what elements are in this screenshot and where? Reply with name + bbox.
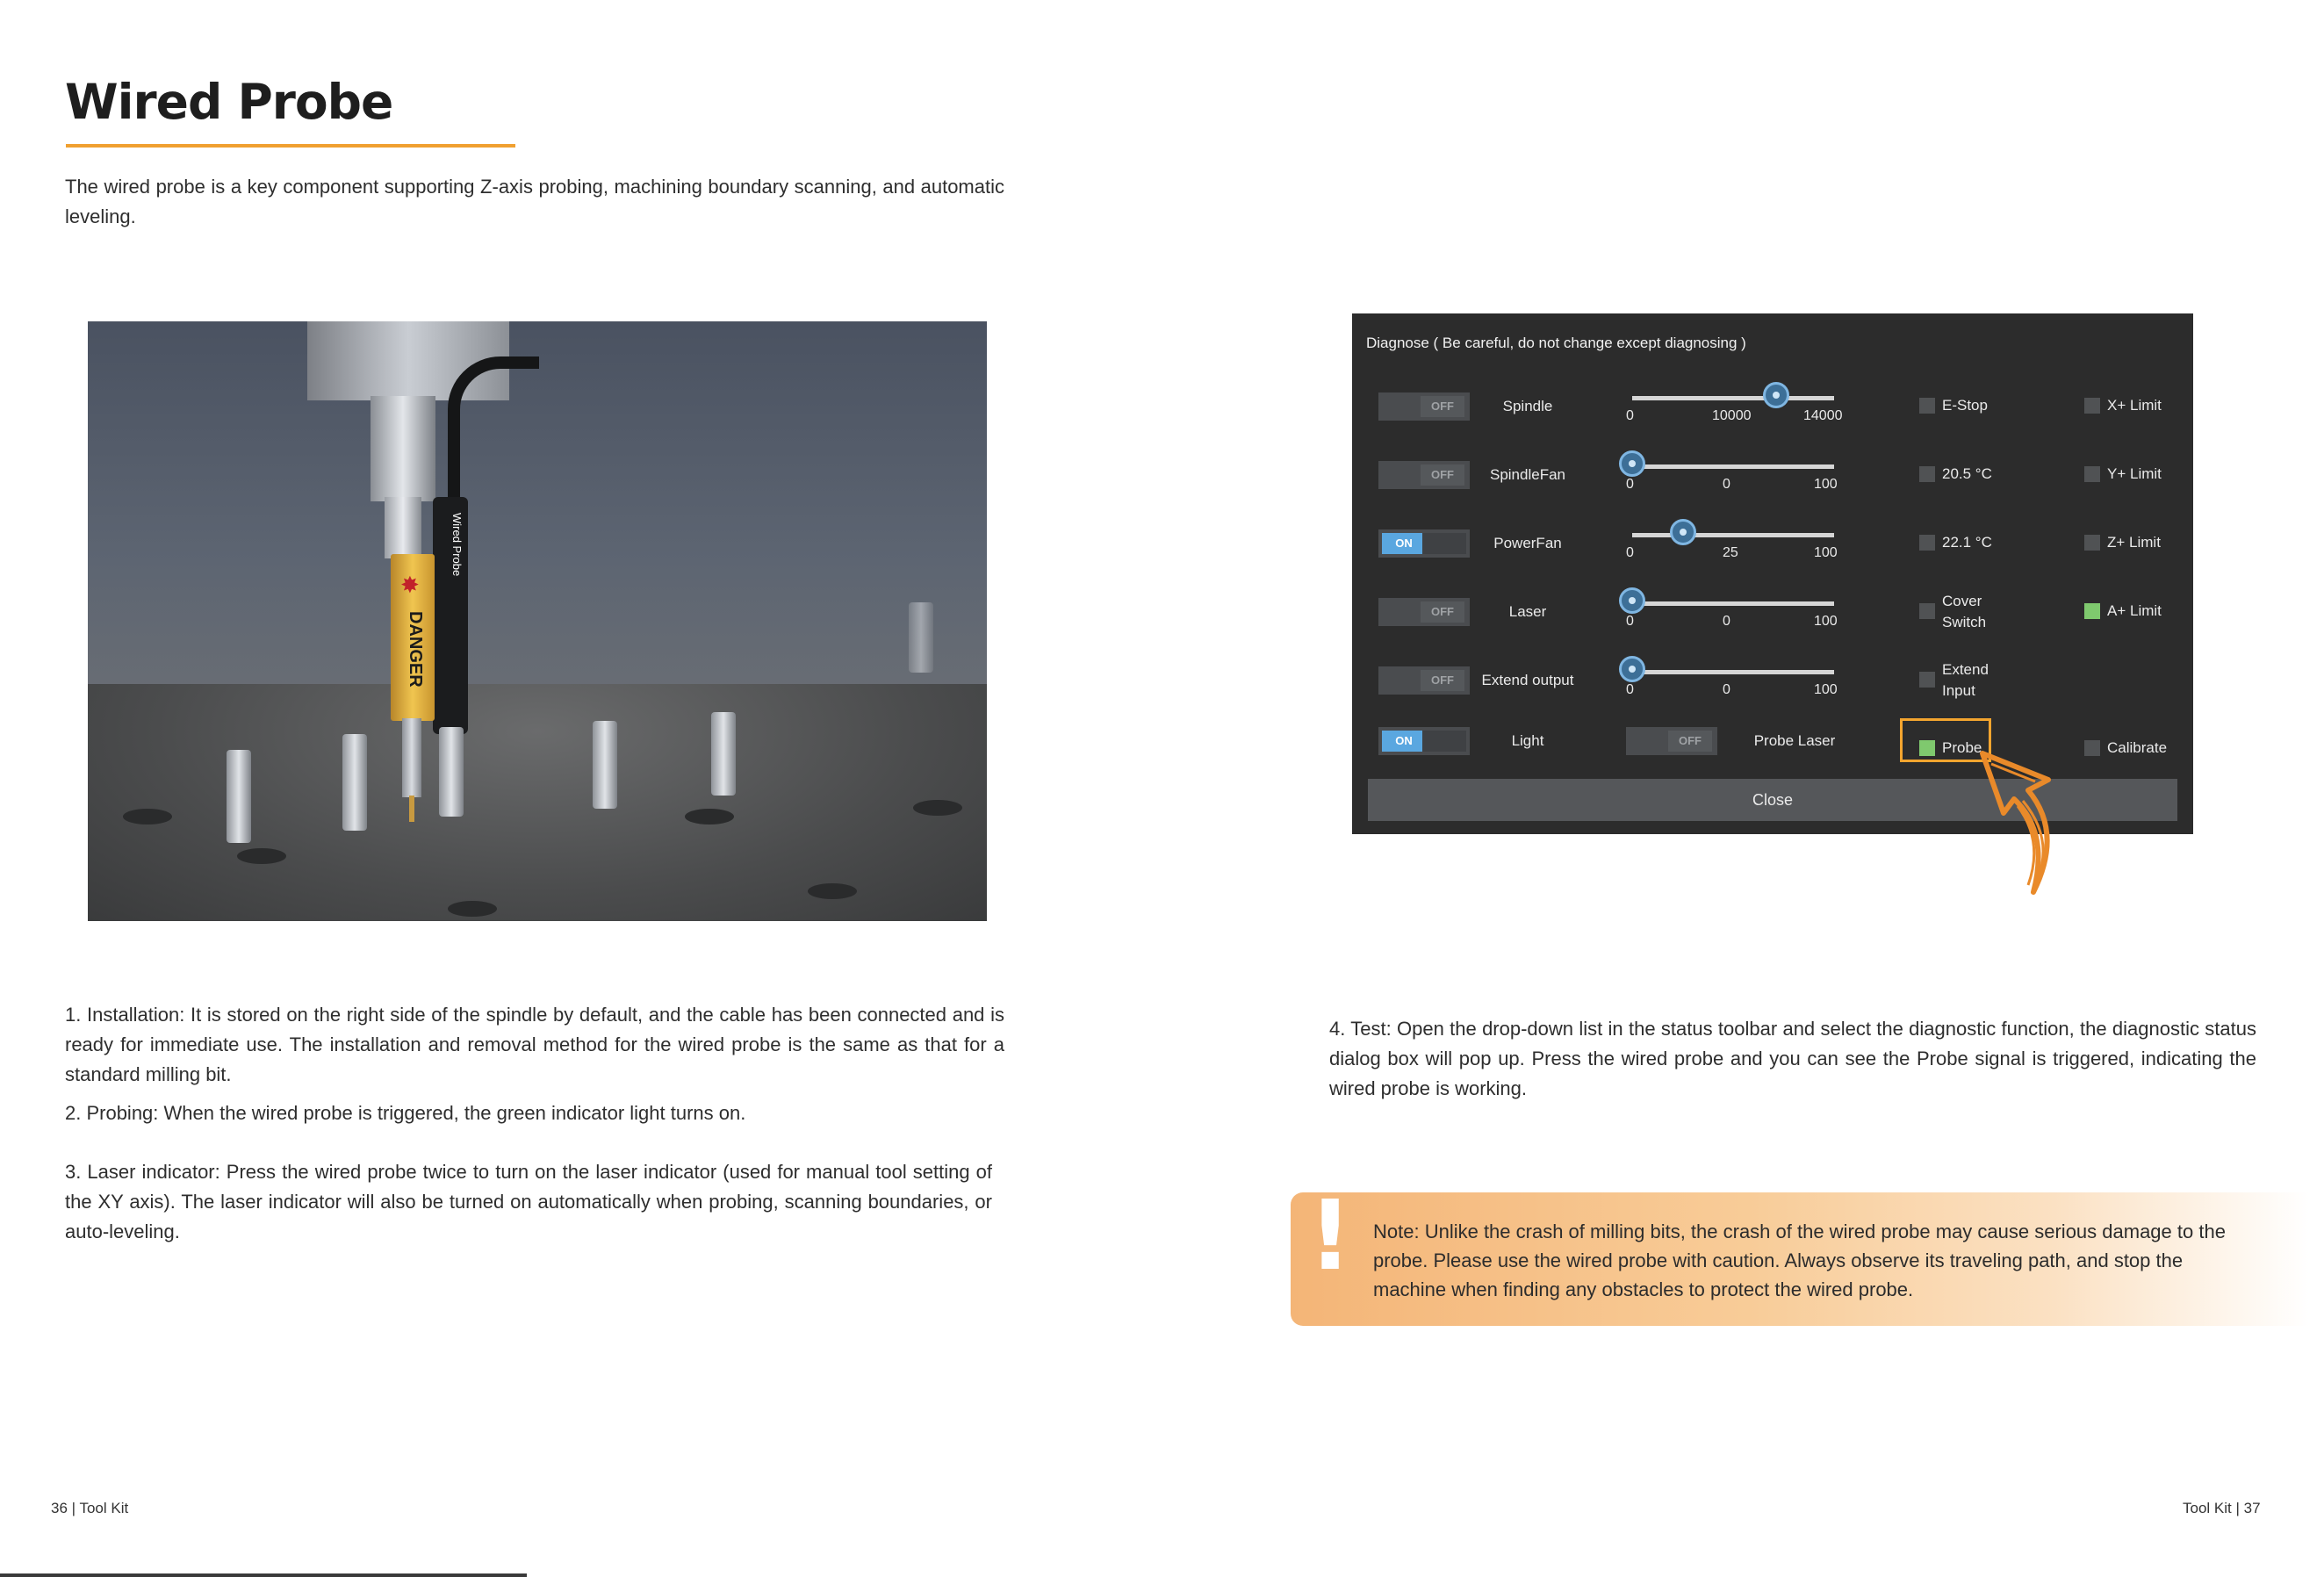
slider-max: 100 xyxy=(1814,545,1838,560)
slider-min: 0 xyxy=(1626,682,1634,697)
row-slider[interactable] xyxy=(1617,521,1854,565)
spindle xyxy=(371,396,435,501)
wired-probe-photo xyxy=(88,321,987,921)
row-label: SpindleFan xyxy=(1489,466,1565,483)
status-checkbox[interactable] xyxy=(1919,672,1935,688)
pointer-arrow-icon xyxy=(1965,745,2070,903)
row-label: PowerFan xyxy=(1493,535,1562,551)
collet xyxy=(385,497,421,558)
tool-pin xyxy=(439,727,464,817)
tool-pin xyxy=(342,734,367,831)
light-toggle[interactable]: ON xyxy=(1378,727,1470,755)
slider-max: 14000 xyxy=(1803,408,1843,423)
limit-label: Y+ Limit xyxy=(2107,465,2162,482)
title-underline xyxy=(66,144,515,148)
slider-value: 0 xyxy=(1723,477,1730,492)
status-label: Cover xyxy=(1942,593,1982,609)
row-toggle[interactable]: OFF xyxy=(1378,598,1470,626)
limit-label: Z+ Limit xyxy=(2107,534,2161,551)
status-label: E-Stop xyxy=(1942,397,1988,414)
status-label: 22.1 °C xyxy=(1942,534,1992,551)
bed-hole xyxy=(237,848,286,864)
limit-checkbox[interactable] xyxy=(2084,535,2100,551)
row-slider[interactable] xyxy=(1617,589,1854,633)
light-label: Light xyxy=(1511,732,1544,749)
bed-hole xyxy=(808,883,857,899)
probe-status-label: Probe xyxy=(1942,739,1982,756)
exclamation-icon: ! xyxy=(1308,1179,1353,1292)
row-slider[interactable] xyxy=(1617,452,1854,496)
limit-label: Calibrate xyxy=(2107,739,2168,756)
tool-pin xyxy=(227,750,251,843)
probe-laser-toggle[interactable]: OFF xyxy=(1626,727,1717,755)
status-label: Extend xyxy=(1942,661,1989,678)
slider-value: 25 xyxy=(1723,545,1738,560)
row-toggle[interactable]: ON xyxy=(1378,529,1470,558)
row-toggle[interactable]: OFF xyxy=(1378,461,1470,489)
limit-checkbox[interactable] xyxy=(2084,398,2100,414)
dialog-title: Diagnose ( Be careful, do not change except diagnosing ) xyxy=(1366,335,1746,351)
intro-paragraph: The wired probe is a key component supporting Z-axis probing, machining boundary scanning, and automatic leveling. xyxy=(65,176,1004,227)
limit-checkbox[interactable] xyxy=(2084,466,2100,482)
slider-thumb[interactable] xyxy=(1619,656,1645,682)
machine-bed xyxy=(88,684,987,921)
slider-track[interactable] xyxy=(1632,670,1834,674)
slider-value: 10000 xyxy=(1712,408,1752,423)
probe-needle xyxy=(409,796,414,822)
limit-label: A+ Limit xyxy=(2107,602,2162,619)
slider-thumb[interactable] xyxy=(1619,587,1645,614)
status-checkbox[interactable] xyxy=(1919,398,1935,414)
bed-hole xyxy=(685,809,734,825)
row-label: Laser xyxy=(1508,603,1547,620)
slider-max: 100 xyxy=(1814,477,1838,492)
slider-value: 0 xyxy=(1723,682,1730,697)
step-laser-indicator: 3. Laser indicator: Press the wired probe twice to turn on the laser indicator (used for manual tool setting of the XY axis). The laser indicator will also be turned on automatically when probing, scanning boundaries, or auto-leveling. xyxy=(65,1161,992,1242)
bed-hole xyxy=(913,800,962,816)
row-toggle[interactable]: OFF xyxy=(1378,666,1470,695)
page-title: Wired Probe xyxy=(65,74,393,130)
slider-track[interactable] xyxy=(1632,464,1834,469)
tool-pin xyxy=(909,602,933,673)
status-label: 20.5 °C xyxy=(1942,465,1992,482)
limit-checkbox[interactable] xyxy=(2084,740,2100,756)
note-text: Note: Unlike the crash of milling bits, the crash of the wired probe may cause serious damage to the probe. Please use the wired probe with caution. Always observe its traveling path, and stop the machine when finding any obstacles to protect the wired probe. xyxy=(1373,1221,2226,1300)
status-checkbox[interactable] xyxy=(1919,466,1935,482)
status-label: Input xyxy=(1942,682,1975,699)
tool-pin xyxy=(711,712,736,796)
slider-min: 0 xyxy=(1626,614,1634,629)
slider-track[interactable] xyxy=(1632,396,1834,400)
row-slider[interactable] xyxy=(1617,658,1854,702)
danger-label: DANGER xyxy=(406,611,425,688)
tool-pin xyxy=(593,721,617,809)
slider-value: 0 xyxy=(1723,614,1730,629)
footer-left-page: 36 | Tool Kit xyxy=(51,1500,129,1516)
limit-label: X+ Limit xyxy=(2107,397,2162,414)
status-label: Switch xyxy=(1942,614,1987,630)
row-slider[interactable] xyxy=(1617,384,1854,428)
step-test: 4. Test: Open the drop-down list in the status toolbar and select the diagnostic function, the diagnostic status dialog box will pop up. Press the wired probe and you can see the Probe signal is triggered, indicating the wired probe is working. xyxy=(1329,1018,2256,1099)
close-button[interactable]: Close xyxy=(1368,779,2177,821)
limit-checkbox[interactable] xyxy=(2084,603,2100,619)
slider-min: 0 xyxy=(1626,545,1634,560)
row-label: Extend output xyxy=(1481,672,1574,688)
laser-warning-icon: ✸ xyxy=(400,572,420,598)
slider-max: 100 xyxy=(1814,614,1838,629)
status-checkbox[interactable] xyxy=(1919,603,1935,619)
slider-track[interactable] xyxy=(1632,601,1834,606)
probe-tip xyxy=(402,718,421,797)
step-installation: 1. Installation: It is stored on the right side of the spindle by default, and the cable has been connected and is ready for immediate use. The installation and removal method for the wired probe is the same as that for a standard milling bit. xyxy=(65,1004,1004,1085)
slider-thumb[interactable] xyxy=(1619,450,1645,477)
bed-hole xyxy=(448,901,497,917)
probe-label: Wired Probe xyxy=(450,513,464,577)
bed-hole xyxy=(123,809,172,825)
slider-thumb[interactable] xyxy=(1670,519,1696,545)
caution-note xyxy=(1291,1179,2309,1326)
status-checkbox[interactable] xyxy=(1919,535,1935,551)
slider-track[interactable] xyxy=(1632,533,1834,537)
probe-laser-label: Probe Laser xyxy=(1753,732,1836,749)
slider-min: 0 xyxy=(1626,408,1634,423)
footer-right-page: Tool Kit | 37 xyxy=(2183,1500,2261,1516)
slider-max: 100 xyxy=(1814,682,1838,697)
slider-thumb[interactable] xyxy=(1763,382,1789,408)
step-probing: 2. Probing: When the wired probe is triggered, the green indicator light turns on. xyxy=(65,1102,746,1124)
row-toggle[interactable]: OFF xyxy=(1378,392,1470,421)
row-label: Spindle xyxy=(1502,398,1553,414)
bottom-rule xyxy=(0,1573,527,1577)
slider-min: 0 xyxy=(1626,477,1634,492)
